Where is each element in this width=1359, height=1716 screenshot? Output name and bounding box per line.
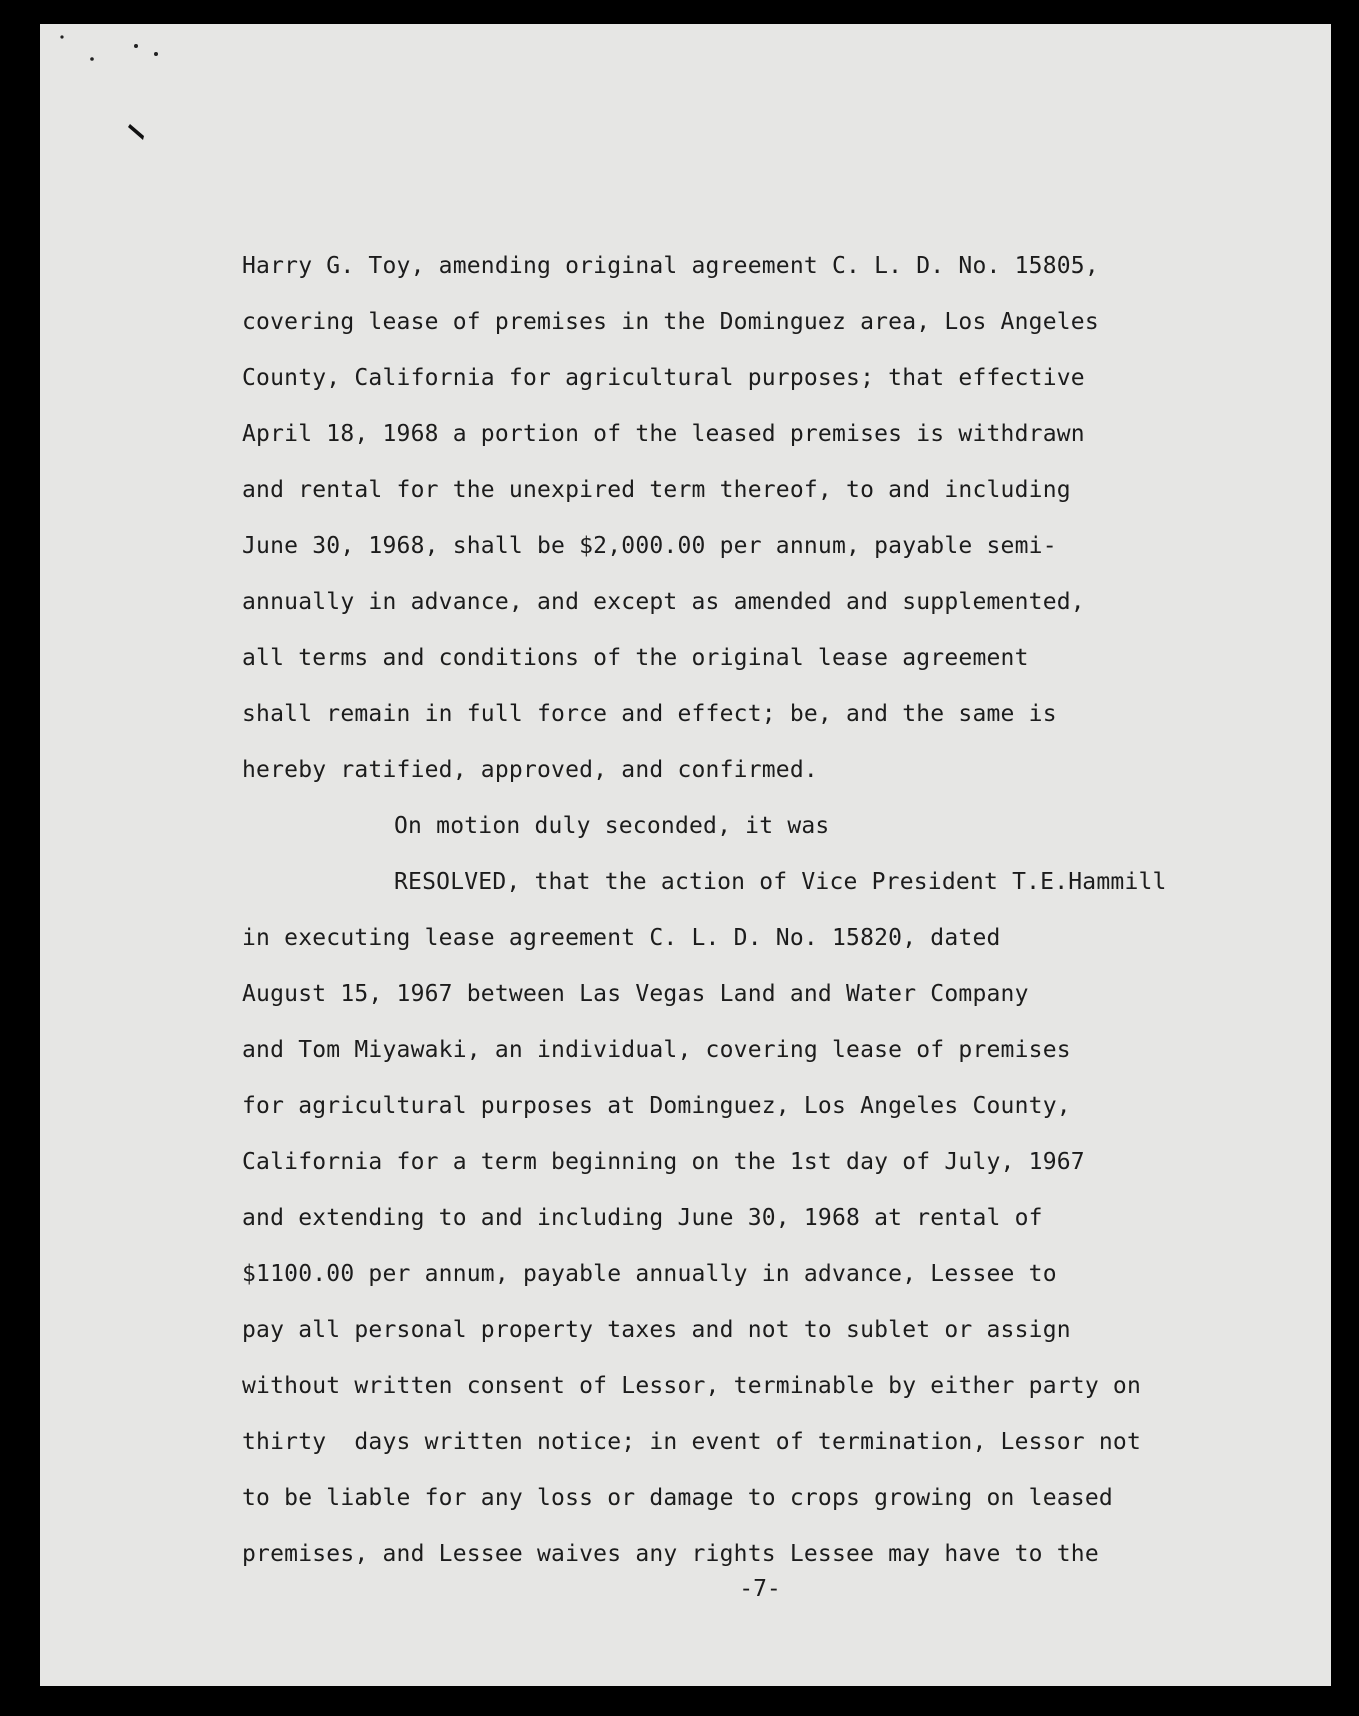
text-line: and rental for the unexpired term thereof, to and including [242,477,1071,503]
text-line: for agricultural purposes at Dominguez, Los Angeles County, [242,1093,1071,1119]
document-body [242,238,1282,1582]
text-line: and extending to and including June 30, 1968 at rental of [242,1205,1043,1231]
text-line: Harry G. Toy, amending original agreement C. L. D. No. 15805, [242,253,1099,279]
stray-marks [40,24,240,184]
text-line: California for a term beginning on the 1st day of July, 1967 [242,1149,1085,1175]
text-line: June 30, 1968, shall be $2,000.00 per annum, payable semi- [242,533,1057,559]
document-page [40,24,1331,1686]
text-line: shall remain in full force and effect; be, and the same is [242,701,1057,727]
text-line: in executing lease agreement C. L. D. No. 15820, dated [242,925,1001,951]
resolved-line: RESOLVED, that the action of Vice President T.E.Hammill [394,869,1167,895]
motion-line: On motion duly seconded, it was [394,813,830,839]
text-line: premises, and Lessee waives any rights Lessee may have to the [242,1541,1099,1567]
text-line: to be liable for any loss or damage to crops growing on leased [242,1485,1113,1511]
text-line: August 15, 1967 between Las Vegas Land and Water Company [242,981,1029,1007]
text-line: thirty days written notice; in event of termination, Lessor not [242,1429,1142,1455]
text-line: all terms and conditions of the original lease agreement [242,645,1029,671]
text-line: without written consent of Lessor, terminable by either party on [242,1373,1142,1399]
page-number: -7- [739,1576,781,1602]
text-line: covering lease of premises in the Dominguez area, Los Angeles [242,309,1099,335]
text-line: pay all personal property taxes and not to sublet or assign [242,1317,1071,1343]
text-line: April 18, 1968 a portion of the leased premises is withdrawn [242,421,1085,447]
text-line: annually in advance, and except as amended and supplemented, [242,589,1085,615]
text-line: and Tom Miyawaki, an individual, covering lease of premises [242,1037,1071,1063]
text-line: hereby ratified, approved, and confirmed. [242,757,818,783]
text-line: $1100.00 per annum, payable annually in advance, Lessee to [242,1261,1057,1287]
text-line: County, California for agricultural purposes; that effective [242,365,1085,391]
